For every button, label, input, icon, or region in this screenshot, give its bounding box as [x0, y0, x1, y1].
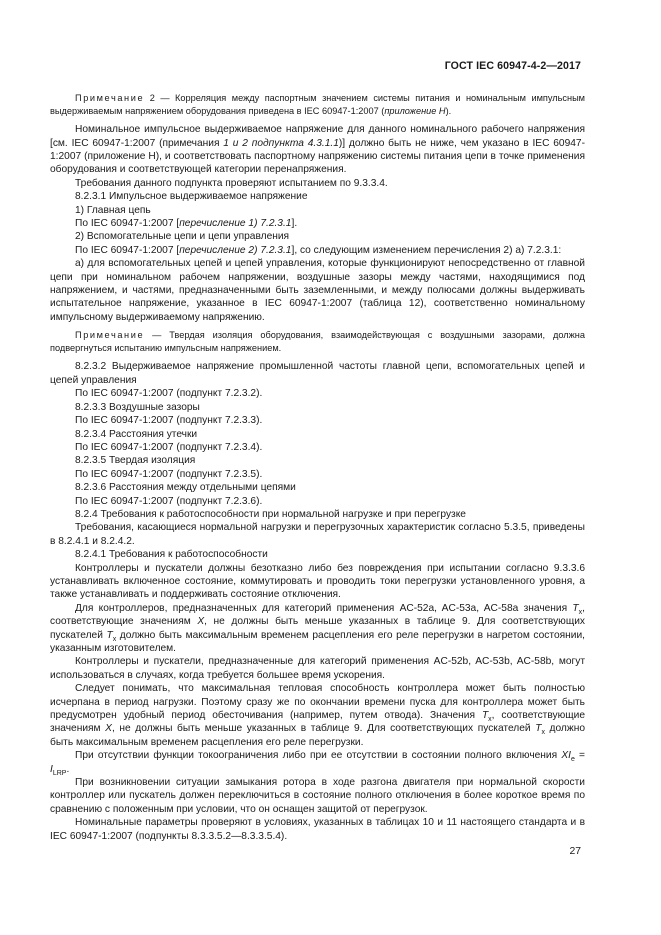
item-aux-circuits: 2) Вспомогательные цепи и цепи управления: [75, 231, 290, 243]
paragraph-load-requirements: Требования, касающиеся нормальной нагрузки и перегрузочных характеристик согласно 5.3.5, приведены в 8.2.4.1 и 8.2.4.2.: [50, 522, 585, 547]
clause-8-2-4-1: 8.2.4.1 Требования к работоспособности: [75, 549, 268, 561]
page-number: 27: [569, 846, 581, 857]
ref-7-2-3-4: По IEC 60947-1:2007 (подпункт 7.2.3.4).: [75, 441, 263, 453]
clause-8-2-3-4: 8.2.3.4 Расстояния утечки: [75, 428, 198, 440]
paragraph-rated-impulse: Номинальное импульсное выдерживаемое напряжение для данного номинального рабочего напряжения [см. IEC 60947-1:2007 (примечания 1 и 2 подпункта 4.3.1.1)] должно быть не ниже, чем указано в IEC 60947-1:2007 (приложение H), и соответствовать паспортному напряжению системы питания цепи в точке применения оборудования и соответствующей категории перенапряжения.: [50, 124, 585, 176]
paragraph-ref-aux: По IEC 60947-1:2007 [перечисление 2) 7.2.3.1], со следующим изменением перечисления 2) а) 7.2.3.1:: [75, 244, 562, 256]
page-content: [50, 92, 585, 843]
standard-header: ГОСТ IEC 60947-4-2—2017: [444, 60, 581, 72]
paragraph-ref-main: По IEC 60947-1:2007 [перечисление 1) 7.2.3.1].: [75, 218, 298, 230]
ref-7-2-3-6: По IEC 60947-1:2007 (подпункт 7.2.3.6).: [75, 495, 263, 507]
paragraph-locked-rotor: При возникновении ситуации замыкания ротора в ходе разгона двигателя при нормальной скорости контроллер или пускатель должен переключиться в состояние полного отключения в более короткое время по сравнению с положенным при условии, что он оснащен защитой от перегрузок.: [50, 777, 585, 815]
ref-7-2-3-5: По IEC 60947-1:2007 (подпункт 7.2.3.5).: [75, 468, 263, 480]
note-2-correlation: Примечание 2 — Корреляция между паспортным значением системы питания и номинальным импульсным выдерживаемым напряжением оборудования приведена в IEC 60947-1:2007 (приложение H).: [50, 93, 585, 116]
ref-7-2-3-2: По IEC 60947-1:2007 (подпункт 7.2.3.2).: [75, 388, 263, 400]
clause-8-2-3-1: 8.2.3.1 Импульсное выдерживаемое напряжение: [75, 191, 308, 203]
paragraph-rated-parameters: Номинальные параметры проверяют в условиях, указанных в таблицах 10 и 11 настоящего стандарта и в IEC 60947-1:2007 (подпункты 8.3.3.5.2—8.3.3.5.4).: [50, 817, 585, 842]
paragraph-no-current-limit: При отсутствии функции токоограничения либо при ее отсутствии в состоянии полного включения $XI_e = I_{LRP}$.: [50, 750, 586, 777]
paragraph-controllers-starters: Контроллеры и пускатели должны безотказно либо без повреждения при испытании согласно 9.3.3.6 устанавливать включенное состояние, коммутировать и проводить токи перегрузки установленного уровня, а также устанавливать и поддерживать состояние отключения.: [50, 562, 585, 601]
item-main-circuit: 1) Главная цепь: [75, 204, 151, 216]
clause-8-2-3-6: 8.2.3.6 Расстояния между отдельными цепями: [75, 482, 296, 494]
clause-8-2-3-2: 8.2.3.2 Выдерживаемое напряжение промышленной частоты главной цепи, вспомогательных цепей и цепей управления: [50, 361, 585, 386]
paragraph-ac-a-categories: Для контроллеров, предназначенных для категорий применения AC-52a, AC-53a, AC-58a значения $T_x$, соответствующие значениям X, не должны быть меньше указанных в таблице 9. Для соответствующих пускателей $T_x$ должно быть максимальным временем расцепления его реле перегрузки в нагретом состоянии, указанным изготовителем.: [50, 602, 585, 654]
ref-7-2-3-3: По IEC 60947-1:2007 (подпункт 7.2.3.3).: [75, 415, 263, 427]
note-solid-insulation: Примечание — Твердая изоляция оборудования, взаимодействующая с воздушными зазорами, должна подвергнуться испытанию импульсным напряжением.: [50, 330, 585, 353]
paragraph-thermal-capacity: Следует понимать, что максимальная тепловая способность контроллера может быть полностью исчерпана в период нагрузки. Поэтому сразу же по окончании времени пуска для контроллера может быть предусмотрен удобный период обесточивания (например, путем отвода). Значения $T_x$, соответствующие значениям X, не должны быть меньше указанных в таблице 9. Для соответствующих пускателей $T_x$ должно быть максимальным временем расцепления его реле перегрузки.: [50, 683, 585, 748]
note-label: Примечание: [75, 93, 145, 103]
paragraph-aux-change: а) для вспомогательных цепей и цепей управления, которые функционируют непосредственно от главной цепи при номинальном рабочем напряжении, воздушные зазоры между частями, находящимися под напряжением, и частями, предназначенными быть заземленными, и между полюсами должны выдерживать испытательное напряжение, указанное в IEC 60947-1:2007 (таблица 12), соответственно номинальному импульсному выдерживаемому напряжению.: [50, 258, 585, 323]
clause-8-2-3-5: 8.2.3.5 Твердая изоляция: [75, 455, 196, 467]
clause-8-2-3-3: 8.2.3.3 Воздушные зазоры: [75, 401, 200, 413]
paragraph-ac-b-categories: Контроллеры и пускатели, предназначенные для категорий применения AC-52b, AC-53b, AC-58b, могут использоваться в случаях, когда требуется большее время ускорения.: [50, 656, 585, 681]
note-label: Примечание: [75, 330, 145, 341]
paragraph-verification: Требования данного подпункта проверяют испытанием по 9.3.3.4.: [75, 177, 388, 189]
clause-8-2-4: 8.2.4 Требования к работоспособности при нормальной нагрузке и при перегрузке: [75, 508, 466, 520]
